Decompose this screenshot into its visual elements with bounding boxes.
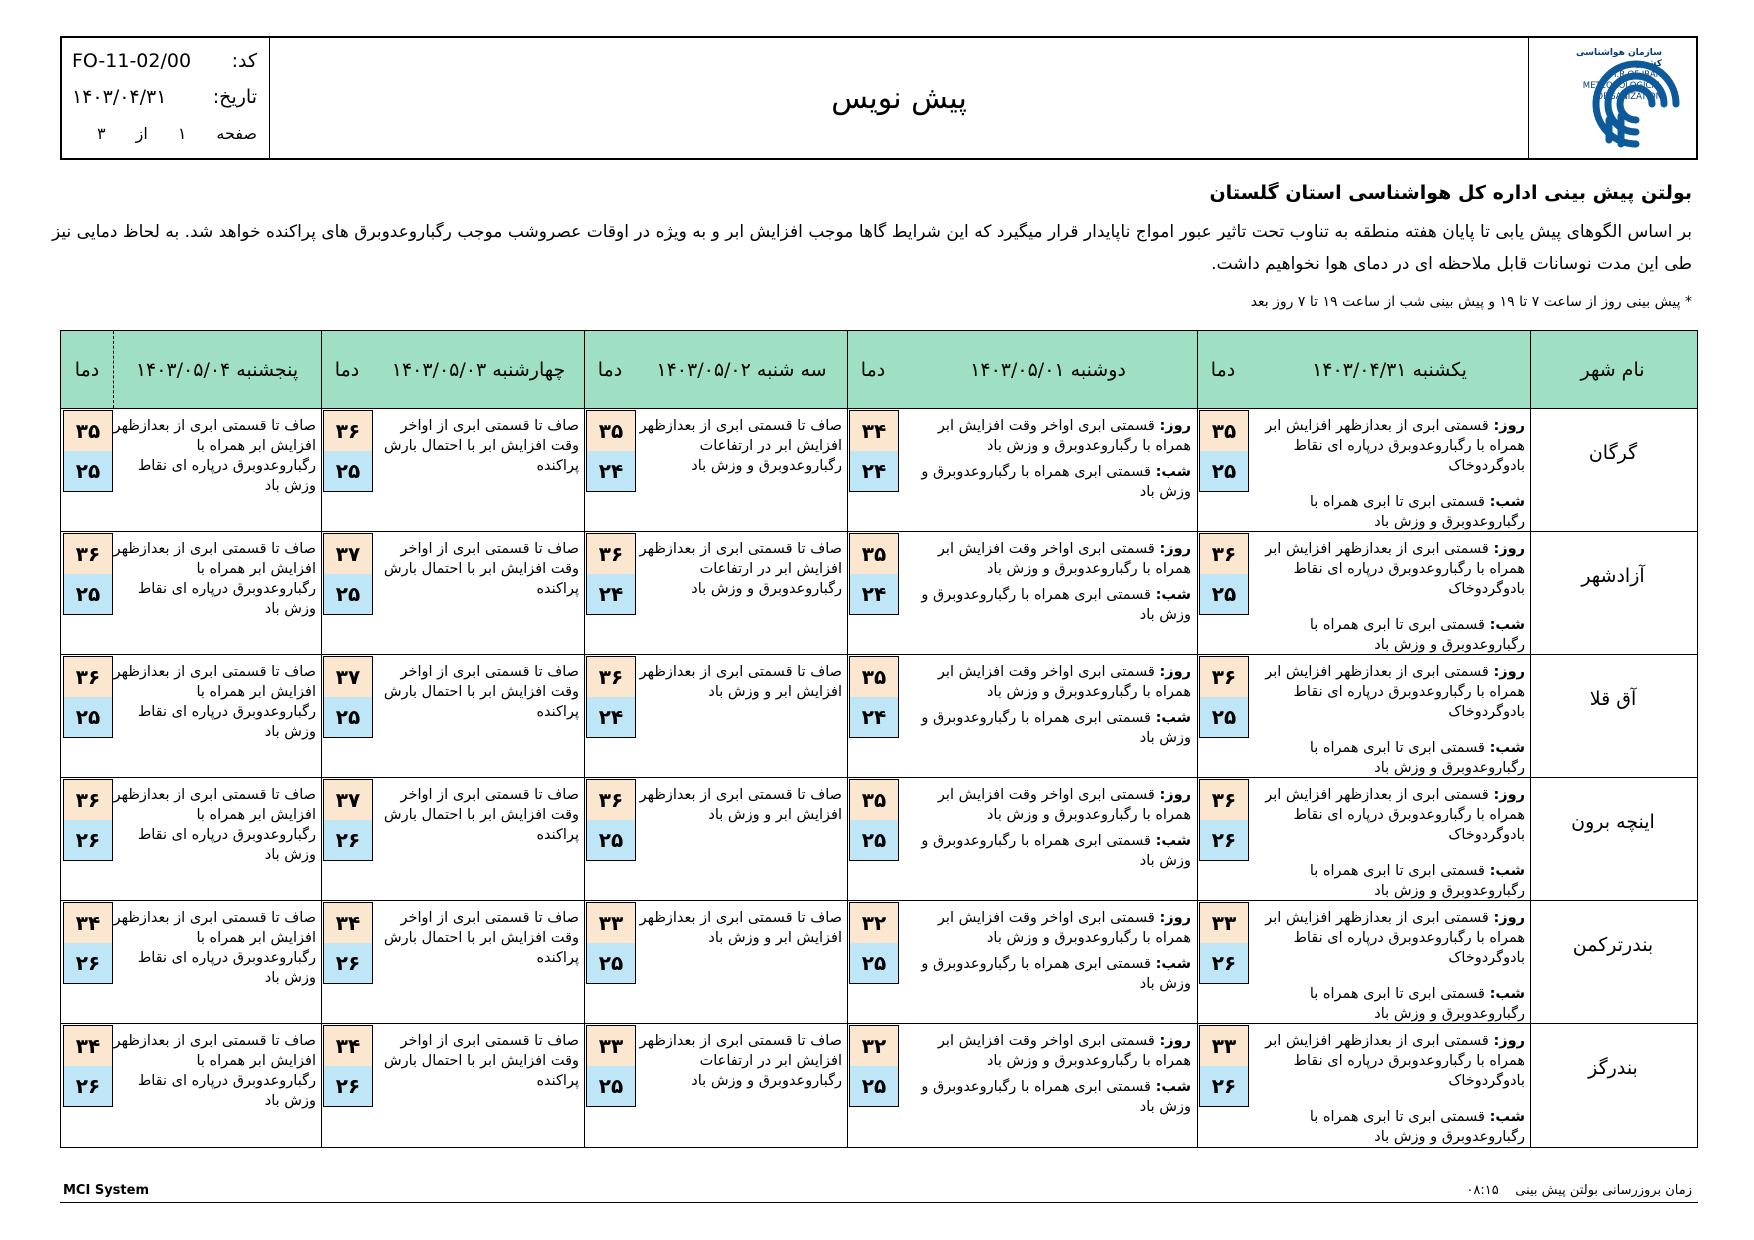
night-forecast-text: قسمتی ابری تا ابری همراه با رگباروعدوبرق و وزش باد [1309,1109,1525,1145]
day-forecast [1249,662,1525,722]
code-label: کد: [231,50,257,72]
row-divider [61,654,1697,655]
temperature-box [323,533,373,615]
forecast-day-night-2 [899,908,1191,994]
city-name: آزادشهر [1581,565,1645,587]
forecast-day-night-2 [899,1031,1191,1117]
forecast-text-3: صاف تا قسمتی ابری از بعدازظهر افزایش ابر و وزش باد [639,787,842,823]
document-header [60,36,1698,160]
temperature-box [849,902,899,984]
forecast-day-night-2 [899,416,1191,502]
day-forecast [899,1031,1191,1071]
forecast-text-5: صاف تا قسمتی ابری از بعدازظهر افزایش ابر همراه با رگباروعدوبرق درپاره ای نقاط وزش باد [113,1033,316,1109]
forecast-text-5: صاف تا قسمتی ابری از بعدازظهر افزایش ابر همراه با رگباروعدوبرق درپاره ای نقاط وزش باد [113,418,316,494]
min-temperature: ۲۶ [324,1066,372,1106]
max-temperature: ۳۳ [587,903,635,944]
night-label: شب: [1155,833,1191,849]
day-forecast-text: قسمتی ابری از بعدازظهر افزایش ابر همراه با رگباروعدوبرق درپاره ای نقاط بادوگردوخاک [1265,910,1525,966]
date-row [72,82,257,112]
org-name-en-2: METEOROLOGICAL [1582,81,1662,91]
max-temperature: ۳۶ [587,534,635,575]
day-forecast [1249,908,1525,968]
night-label: شب: [1489,740,1525,756]
min-temperature: ۲۶ [1200,1066,1248,1106]
forecast-text-4: صاف تا قسمتی ابری از اواخر وقت افزایش ابر با احتمال بارش پراکنده [383,910,579,966]
temperature-box [323,1025,373,1107]
temperature-box [1199,410,1249,492]
temperature-box [849,1025,899,1107]
temperature-box [1199,902,1249,984]
min-temperature: ۲۴ [587,697,635,737]
day-forecast [1249,785,1525,845]
forecast-text-4: صاف تا قسمتی ابری از اواخر وقت افزایش ابر با احتمال بارش پراکنده [383,541,579,597]
night-forecast [1249,492,1525,532]
day-forecast-text: قسمتی ابری اواخر وقت افزایش ابر همراه با رگباروعدوبرق و وزش باد [937,664,1191,700]
temperature-box [586,779,636,861]
date-label: تاریخ: [212,86,257,108]
max-temperature: ۳۷ [324,657,372,698]
day-forecast [899,416,1191,456]
update-time [1466,1183,1692,1198]
day-header-3: سه شنبه ۱۴۰۳/۰۵/۰۲ [656,358,827,381]
column-divider [847,331,848,1147]
night-forecast-text: قسمتی ابری تا ابری همراه با رگباروعدوبرق و وزش باد [1309,863,1525,899]
org-name-en-3: ORGANIZATION [1596,92,1662,102]
min-temperature: ۲۵ [850,943,898,983]
city-name: گرگان [1588,442,1638,464]
forecast-text-3: صاف تا قسمتی ابری از بعدازظهر افزایش ابر در ارتفاعات رگباروعدوبرق و وزش باد [639,541,842,597]
bulletin-body: بر اساس الگوهای پیش یابی تا پایان هفته منطقه به تناوب تحت تاثیر عبور امواج ناپایدار قرار میگیرد که این شرایط گاها موجب افزایش ابر و به ویژه در اوقات عصروشب موجب رگباروعدوبرق های پراکنده خواهد شد. به لحاظ دمایی نیز طی این مدت نوسانات قابل ملاحظه ای در دمای هوا نخواهیم داشت. [52,222,1692,274]
day-forecast [899,539,1191,579]
forecast-table [60,330,1698,1148]
night-forecast-text: قسمتی ابری همراه با رگباروعدوبرق و وزش باد [921,833,1191,869]
org-name-fa: سازمان هواشناسی کشور [1575,48,1662,69]
forecast-text-3: صاف تا قسمتی ابری از بعدازظهر افزایش ابر در ارتفاعات رگباروعدوبرق و وزش باد [639,1033,842,1089]
night-forecast [899,585,1191,625]
forecast-day-night-2 [899,785,1191,871]
date-value: ۱۴۰۳/۰۴/۳۱ [72,86,167,108]
max-temperature: ۳۴ [64,903,112,944]
temperature-box [586,656,636,738]
day-header-5: پنجشنبه ۱۴۰۳/۰۵/۰۴ [135,358,299,381]
day-label: روز: [1159,664,1191,680]
day-header-2: دوشنبه ۱۴۰۳/۰۵/۰۱ [970,358,1126,381]
temp-header-4: دما [334,358,360,381]
max-temperature: ۳۶ [1200,657,1248,698]
org-name-en-1: I.R.OF IRAN [1613,70,1662,80]
city-name: اینچه برون [1571,811,1655,833]
meteorological-logo-icon [1591,56,1681,150]
column-divider [1197,331,1198,1147]
min-temperature: ۲۵ [587,1066,635,1106]
temperature-box [849,779,899,861]
temperature-box [586,533,636,615]
min-temperature: ۲۵ [587,820,635,860]
min-temperature: ۲۵ [1200,574,1248,614]
min-temperature: ۲۶ [64,1066,112,1106]
night-label: شب: [1155,464,1191,480]
document-meta [62,38,270,158]
page-total: ۳ [97,123,106,143]
min-temperature: ۲۵ [64,451,112,491]
system-name: MCI System [63,1183,149,1198]
temperature-box [1199,779,1249,861]
temperature-box [849,533,899,615]
day-label: روز: [1493,787,1525,803]
max-temperature: ۳۵ [587,411,635,452]
night-forecast [899,708,1191,748]
temperature-box [586,1025,636,1107]
forecast-day-night-1 [1249,416,1525,532]
temperature-box [63,1025,113,1107]
day-forecast-text: قسمتی ابری اواخر وقت افزایش ابر همراه با رگباروعدوبرق و وزش باد [937,1033,1191,1069]
min-temperature: ۲۵ [324,697,372,737]
max-temperature: ۳۵ [850,534,898,575]
forecast-text-5: صاف تا قسمتی ابری از بعدازظهر افزایش ابر همراه با رگباروعدوبرق درپاره ای نقاط وزش باد [113,664,316,740]
forecast-day-night-2 [899,539,1191,625]
night-forecast-text: قسمتی ابری تا ابری همراه با رگباروعدوبرق و وزش باد [1309,494,1525,530]
max-temperature: ۳۷ [324,534,372,575]
max-temperature: ۳۵ [1200,411,1248,452]
day-label: روز: [1159,1033,1191,1049]
min-temperature: ۲۴ [850,574,898,614]
max-temperature: ۳۳ [587,1026,635,1067]
max-temperature: ۳۳ [1200,1026,1248,1067]
forecast-text-4: صاف تا قسمتی ابری از اواخر وقت افزایش ابر با احتمال بارش پراکنده [383,418,579,474]
forecast-text-3: صاف تا قسمتی ابری از بعدازظهر افزایش ابر و وزش باد [639,910,842,946]
max-temperature: ۳۲ [850,903,898,944]
min-temperature: ۲۵ [587,943,635,983]
forecast-text-5: صاف تا قسمتی ابری از بعدازظهر افزایش ابر همراه با رگباروعدوبرق درپاره ای نقاط وزش باد [113,787,316,863]
temperature-box [1199,656,1249,738]
temperature-box [1199,1025,1249,1107]
min-temperature: ۲۶ [1200,943,1248,983]
min-temperature: ۲۵ [64,574,112,614]
min-temperature: ۲۶ [324,820,372,860]
night-label: شب: [1155,1079,1191,1095]
forecast-day-night-1 [1249,662,1525,778]
max-temperature: ۳۵ [850,657,898,698]
day-label: روز: [1493,1033,1525,1049]
temperature-box [323,410,373,492]
day-header-4: چهارشنبه ۱۴۰۳/۰۵/۰۳ [391,358,566,381]
min-temperature: ۲۵ [1200,451,1248,491]
night-label: شب: [1489,863,1525,879]
max-temperature: ۳۴ [324,1026,372,1067]
max-temperature: ۳۶ [64,534,112,575]
day-forecast-text: قسمتی ابری از بعدازظهر افزایش ابر همراه با رگباروعدوبرق درپاره ای نقاط بادوگردوخاک [1265,418,1525,474]
day-forecast-text: قسمتی ابری اواخر وقت افزایش ابر همراه با رگباروعدوبرق و وزش باد [937,418,1191,454]
forecast-text-4: صاف تا قسمتی ابری از اواخر وقت افزایش ابر با احتمال بارش پراکنده [383,1033,579,1089]
day-label: روز: [1159,418,1191,434]
night-forecast [1249,984,1525,1024]
city-column-header: نام شهر [1580,358,1645,381]
temperature-box [586,902,636,984]
temperature-box [323,902,373,984]
temperature-box [849,410,899,492]
max-temperature: ۳۶ [1200,534,1248,575]
temperature-box [323,779,373,861]
forecast-day-night-1 [1249,785,1525,901]
night-forecast-text: قسمتی ابری همراه با رگباروعدوبرق و وزش باد [921,956,1191,992]
column-divider [321,331,322,1147]
temperature-box [323,656,373,738]
night-forecast [1249,738,1525,778]
min-temperature: ۲۵ [324,451,372,491]
night-forecast [899,462,1191,502]
night-label: شب: [1489,617,1525,633]
forecast-day-night-1 [1249,1031,1525,1147]
day-forecast-text: قسمتی ابری از بعدازظهر افزایش ابر همراه با رگباروعدوبرق درپاره ای نقاط بادوگردوخاک [1265,664,1525,720]
min-temperature: ۲۶ [64,943,112,983]
night-forecast-text: قسمتی ابری تا ابری همراه با رگباروعدوبرق و وزش باد [1309,617,1525,653]
page-label: صفحه [216,123,257,143]
forecast-text-3: صاف تا قسمتی ابری از بعدازظهر افزایش ابر در ارتفاعات رگباروعدوبرق و وزش باد [639,418,842,474]
min-temperature: ۲۴ [587,451,635,491]
temperature-box [63,902,113,984]
temperature-box [63,656,113,738]
night-label: شب: [1155,956,1191,972]
column-divider [584,331,585,1147]
bulletin-title: بولتن پیش بینی اداره کل هواشناسی استان گلستان [1209,182,1692,204]
city-name: آق قلا [1589,688,1637,710]
min-temperature: ۲۴ [850,697,898,737]
night-label: شب: [1489,1109,1525,1125]
forecast-text-3: صاف تا قسمتی ابری از بعدازظهر افزایش ابر و وزش باد [639,664,842,700]
day-forecast [1249,539,1525,599]
forecast-day-night-1 [1249,539,1525,655]
forecast-day-night-1 [1249,908,1525,1024]
min-temperature: ۲۶ [64,820,112,860]
row-divider [61,900,1697,901]
temp-header-3: دما [597,358,623,381]
forecast-time-note: * پیش بینی روز از ساعت ۷ تا ۱۹ و پیش بینی شب از ساعت ۱۹ تا ۷ روز بعد [1250,294,1692,310]
city-name: بندرگز [1588,1057,1638,1079]
max-temperature: ۳۶ [64,780,112,821]
temperature-box [586,410,636,492]
temperature-box [1199,533,1249,615]
min-temperature: ۲۵ [324,574,372,614]
temp-header-1: دما [1210,358,1236,381]
footer-divider [60,1202,1698,1203]
max-temperature: ۳۶ [587,780,635,821]
day-forecast-text: قسمتی ابری از بعدازظهر افزایش ابر همراه با رگباروعدوبرق درپاره ای نقاط بادوگردوخاک [1265,787,1525,843]
day-label: روز: [1159,541,1191,557]
page-row [72,118,257,148]
night-forecast-text: قسمتی ابری تا ابری همراه با رگباروعدوبرق و وزش باد [1309,986,1525,1022]
max-temperature: ۳۳ [1200,903,1248,944]
min-temperature: ۲۵ [1200,697,1248,737]
header-divider [113,331,114,408]
night-forecast [899,1077,1191,1117]
forecast-text-5: صاف تا قسمتی ابری از بعدازظهر افزایش ابر همراه با رگباروعدوبرق درپاره ای نقاط وزش باد [113,910,316,986]
max-temperature: ۳۵ [850,780,898,821]
day-forecast-text: قسمتی ابری اواخر وقت افزایش ابر همراه با رگباروعدوبرق و وزش باد [937,910,1191,946]
night-forecast [899,954,1191,994]
min-temperature: ۲۶ [1200,820,1248,860]
day-label: روز: [1159,910,1191,926]
night-forecast-text: قسمتی ابری همراه با رگباروعدوبرق و وزش باد [921,587,1191,623]
forecast-text-5: صاف تا قسمتی ابری از بعدازظهر افزایش ابر همراه با رگباروعدوبرق درپاره ای نقاط وزش باد [113,541,316,617]
min-temperature: ۲۵ [850,820,898,860]
org-logo [1528,38,1696,158]
city-name: بندرترکمن [1572,934,1654,956]
night-forecast [899,831,1191,871]
temperature-box [63,779,113,861]
max-temperature: ۳۷ [324,780,372,821]
update-label: زمان بروزرسانی بولتن پیش بینی [1515,1183,1692,1198]
temp-header-5: دما [74,358,100,381]
night-label: شب: [1489,986,1525,1002]
page-of: از [135,123,148,143]
night-forecast [1249,861,1525,901]
day-forecast [899,908,1191,948]
temperature-box [63,410,113,492]
code-value: FO-11-02/00 [72,50,192,72]
night-forecast-text: قسمتی ابری همراه با رگباروعدوبرق و وزش باد [921,1079,1191,1115]
night-label: شب: [1155,710,1191,726]
night-forecast-text: قسمتی ابری همراه با رگباروعدوبرق و وزش باد [921,710,1191,746]
row-divider [61,531,1697,532]
day-forecast-text: قسمتی ابری از بعدازظهر افزایش ابر همراه با رگباروعدوبرق درپاره ای نقاط بادوگردوخاک [1265,541,1525,597]
day-forecast [899,785,1191,825]
table-header-row [61,331,1697,409]
day-label: روز: [1493,910,1525,926]
row-divider [61,777,1697,778]
night-forecast-text: قسمتی ابری تا ابری همراه با رگباروعدوبرق و وزش باد [1309,740,1525,776]
min-temperature: ۲۶ [324,943,372,983]
day-label: روز: [1493,418,1525,434]
max-temperature: ۳۴ [850,411,898,452]
page-title: پیش نویس [831,80,967,116]
min-temperature: ۲۵ [850,1066,898,1106]
night-label: شب: [1155,587,1191,603]
max-temperature: ۳۵ [64,411,112,452]
forecast-day-night-2 [899,662,1191,748]
max-temperature: ۳۴ [64,1026,112,1067]
page-current: ۱ [177,123,187,143]
max-temperature: ۳۶ [587,657,635,698]
day-label: روز: [1159,787,1191,803]
day-forecast [1249,416,1525,476]
forecast-text-4: صاف تا قسمتی ابری از اواخر وقت افزایش ابر با احتمال بارش پراکنده [383,664,579,720]
night-forecast [1249,615,1525,655]
update-time-value: ۰۸:۱۵ [1466,1183,1499,1198]
forecast-text-4: صاف تا قسمتی ابری از اواخر وقت افزایش ابر با احتمال بارش پراکنده [383,787,579,843]
day-forecast-text: قسمتی ابری اواخر وقت افزایش ابر همراه با رگباروعدوبرق و وزش باد [937,541,1191,577]
row-divider [61,1023,1697,1024]
day-header-1: یکشنبه ۱۴۰۳/۰۴/۳۱ [1312,358,1467,381]
min-temperature: ۲۴ [587,574,635,614]
max-temperature: ۳۶ [324,411,372,452]
min-temperature: ۲۴ [850,451,898,491]
temperature-box [849,656,899,738]
day-forecast-text: قسمتی ابری از بعدازظهر افزایش ابر همراه با رگباروعدوبرق درپاره ای نقاط بادوگردوخاک [1265,1033,1525,1089]
max-temperature: ۳۶ [64,657,112,698]
day-forecast-text: قسمتی ابری اواخر وقت افزایش ابر همراه با رگباروعدوبرق و وزش باد [937,787,1191,823]
code-row [72,46,257,76]
min-temperature: ۲۵ [64,697,112,737]
max-temperature: ۳۲ [850,1026,898,1067]
max-temperature: ۳۶ [1200,780,1248,821]
day-forecast [1249,1031,1525,1091]
night-forecast-text: قسمتی ابری همراه با رگباروعدوبرق و وزش باد [921,464,1191,500]
night-label: شب: [1489,494,1525,510]
day-forecast [899,662,1191,702]
max-temperature: ۳۴ [324,903,372,944]
day-label: روز: [1493,541,1525,557]
day-label: روز: [1493,664,1525,680]
temperature-box [63,533,113,615]
night-forecast [1249,1107,1525,1147]
temp-header-2: دما [860,358,886,381]
